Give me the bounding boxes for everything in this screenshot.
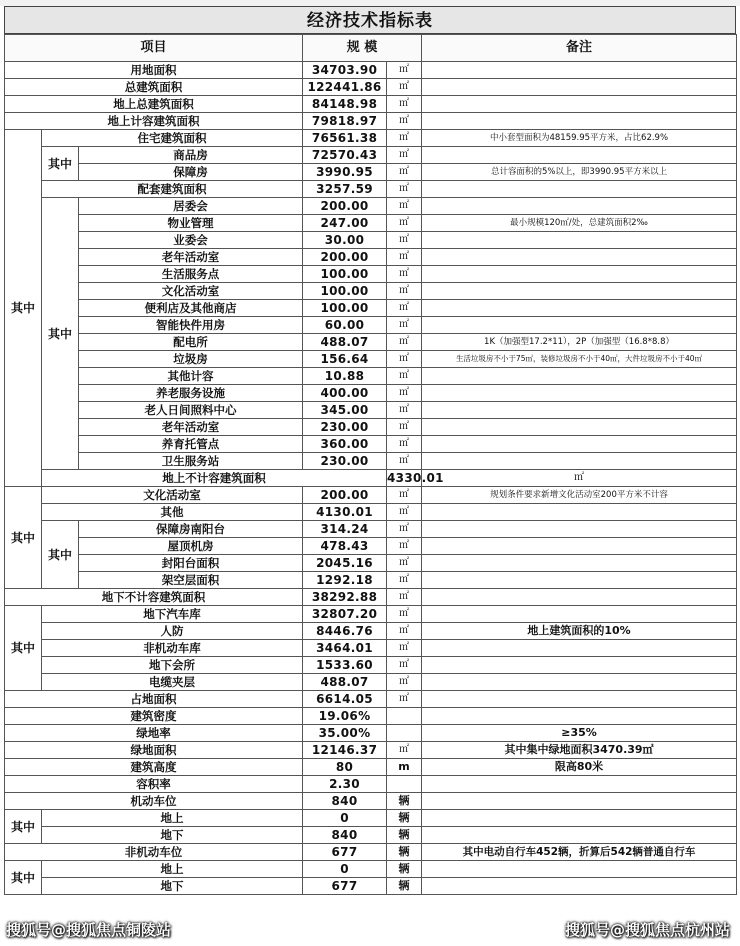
row-label: 其他计容 [79, 368, 303, 385]
row-value: 488.07 [303, 334, 387, 351]
row-value: 360.00 [303, 436, 387, 453]
row-value: 100.00 [303, 283, 387, 300]
table-row [5, 453, 737, 470]
subgroup-label: 其中 [42, 521, 79, 589]
row-unit: ㎡ [387, 589, 422, 606]
row-label: 总建筑面积 [5, 79, 303, 96]
row-unit: ㎡ [387, 385, 422, 402]
row-note [422, 147, 737, 164]
row-unit: ㎡ [387, 640, 422, 657]
row-label: 架空层面积 [79, 572, 303, 589]
row-note: 规划条件要求新增文化活动室200平方米不计容 [422, 487, 737, 504]
row-label: 地上 [42, 810, 303, 827]
row-value: 3257.59 [303, 181, 387, 198]
row-note [422, 249, 737, 266]
row-label: 养老服务设施 [79, 385, 303, 402]
row-value: 12146.37 [303, 742, 387, 759]
table-row [5, 283, 737, 300]
table-row [5, 657, 737, 674]
row-note [422, 96, 737, 113]
row-value: 2045.16 [303, 555, 387, 572]
table-row [5, 759, 737, 776]
row-note [422, 113, 737, 130]
row-note [422, 776, 737, 793]
table-row [5, 470, 737, 487]
row-label: 人防 [42, 623, 303, 640]
table-row [5, 79, 737, 96]
row-value: 247.00 [303, 215, 387, 232]
table-row [5, 521, 737, 538]
table-row [5, 878, 737, 895]
row-value: 35.00% [303, 725, 387, 742]
row-note [422, 606, 737, 623]
row-note [422, 385, 737, 402]
row-label: 建筑密度 [5, 708, 303, 725]
table-row [5, 300, 737, 317]
row-value: 200.00 [303, 487, 387, 504]
group-label: 其中 [5, 487, 42, 589]
row-note: 其中电动自行车452辆，折算后542辆普通自行车 [422, 844, 737, 861]
row-value: 60.00 [303, 317, 387, 334]
row-note: 限高80米 [422, 759, 737, 776]
row-label: 电缆夹层 [42, 674, 303, 691]
row-unit: ㎡ [387, 351, 422, 368]
row-unit: ㎡ [387, 555, 422, 572]
table-row [5, 793, 737, 810]
group-label: 其中 [5, 606, 42, 691]
table-row [5, 538, 737, 555]
subgroup-label: 其中 [42, 147, 79, 181]
table-title: 经济技术指标表 [4, 6, 736, 34]
row-label: 屋顶机房 [79, 538, 303, 555]
table-row [5, 334, 737, 351]
row-label: 地上不计容建筑面积 [42, 470, 387, 487]
row-note [422, 300, 737, 317]
row-unit: 辆 [387, 878, 422, 895]
row-unit: 辆 [387, 793, 422, 810]
header-scale: 规 模 [303, 35, 422, 62]
header-item: 项目 [5, 35, 303, 62]
row-unit: ㎡ [387, 742, 422, 759]
row-label: 地上计容建筑面积 [5, 113, 303, 130]
row-value: 400.00 [303, 385, 387, 402]
row-value: 32807.20 [303, 606, 387, 623]
table-row [5, 351, 737, 368]
row-note [422, 674, 737, 691]
row-unit: 辆 [387, 810, 422, 827]
row-unit: ㎡ [387, 538, 422, 555]
table-row [5, 96, 737, 113]
row-note [422, 402, 737, 419]
row-value: 34703.90 [303, 62, 387, 79]
row-value: 488.07 [303, 674, 387, 691]
row-note: 生活垃圾房不小于75㎡，装修垃圾房不小于40㎡，大件垃圾房不小于40㎡ [422, 351, 737, 368]
row-unit: ㎡ [387, 266, 422, 283]
row-note [422, 181, 737, 198]
row-label: 智能快件用房 [79, 317, 303, 334]
row-note [422, 691, 737, 708]
table-row [5, 742, 737, 759]
row-note: 1K（加强型17.2*11），2P（加强型（16.8*8.8） [422, 334, 737, 351]
row-unit: 辆 [387, 861, 422, 878]
table-row [5, 691, 737, 708]
row-value: 3464.01 [303, 640, 387, 657]
row-label: 用地面积 [5, 62, 303, 79]
row-unit: ㎡ [387, 96, 422, 113]
row-label: 商品房 [79, 147, 303, 164]
row-value: 6614.05 [303, 691, 387, 708]
table-row [5, 198, 737, 215]
row-value: 2.30 [303, 776, 387, 793]
row-label: 容积率 [5, 776, 303, 793]
row-unit: ㎡ [387, 453, 422, 470]
table-row [5, 725, 737, 742]
header-row [5, 35, 737, 62]
row-note [422, 640, 737, 657]
table-row [5, 368, 737, 385]
row-label: 地上总建筑面积 [5, 96, 303, 113]
row-value: 230.00 [303, 453, 387, 470]
table-row [5, 555, 737, 572]
header-note: 备注 [422, 35, 737, 62]
row-value: 8446.76 [303, 623, 387, 640]
row-unit: ㎡ [387, 487, 422, 504]
row-value: 30.00 [303, 232, 387, 249]
row-note [422, 521, 737, 538]
table-row [5, 436, 737, 453]
row-note [422, 555, 737, 572]
row-label: 地下 [42, 878, 303, 895]
row-note [422, 504, 737, 521]
row-label: 卫生服务站 [79, 453, 303, 470]
table-row [5, 640, 737, 657]
table-row [5, 572, 737, 589]
row-value: 840 [303, 793, 387, 810]
row-label: 配套建筑面积 [42, 181, 303, 198]
row-note [422, 861, 737, 878]
row-note [422, 793, 737, 810]
row-label: 住宅建筑面积 [42, 130, 303, 147]
row-value: 38292.88 [303, 589, 387, 606]
row-note [422, 283, 737, 300]
table-row [5, 589, 737, 606]
row-unit: ㎡ [387, 691, 422, 708]
table-row [5, 419, 737, 436]
table-row [5, 164, 737, 181]
row-label: 机动车位 [5, 793, 303, 810]
table-row [5, 385, 737, 402]
row-value: 1292.18 [303, 572, 387, 589]
row-label: 老人日间照料中心 [79, 402, 303, 419]
table-row [5, 623, 737, 640]
row-unit: ㎡ [387, 521, 422, 538]
row-label: 文化活动室 [42, 487, 303, 504]
row-unit: ㎡ [387, 436, 422, 453]
row-value: 4330.01 [387, 471, 444, 485]
row-note [422, 810, 737, 827]
row-unit: ㎡ [387, 62, 422, 79]
row-unit: ㎡ [387, 368, 422, 385]
row-unit: ㎡ [387, 606, 422, 623]
table-row [5, 62, 737, 79]
row-label: 地下会所 [42, 657, 303, 674]
row-unit: ㎡ [387, 623, 422, 640]
row-unit: ㎡ [387, 181, 422, 198]
table-row [5, 232, 737, 249]
subgroup-label: 其中 [42, 198, 79, 470]
row-note: ≥35% [422, 725, 737, 742]
row-note [422, 266, 737, 283]
row-label: 老年活动室 [79, 419, 303, 436]
row-value: 200.00 [303, 198, 387, 215]
row-unit: ㎡ [387, 504, 422, 521]
row-label: 绿地面积 [5, 742, 303, 759]
table-row [5, 113, 737, 130]
row-note [422, 878, 737, 895]
table-row [5, 606, 737, 623]
row-value: 122441.86 [303, 79, 387, 96]
row-note [422, 827, 737, 844]
table-row [5, 504, 737, 521]
row-label: 居委会 [79, 198, 303, 215]
row-unit: ㎡ [387, 113, 422, 130]
row-label: 非机动车库 [42, 640, 303, 657]
row-note: 中小套型面积为48159.95平方米，占比62.9% [422, 130, 737, 147]
row-note [422, 232, 737, 249]
row-unit: ㎡ [387, 198, 422, 215]
row-note: 最小规模120㎡/处，总建筑面积2‰ [422, 215, 737, 232]
table-row [5, 317, 737, 334]
row-unit: 辆 [387, 844, 422, 861]
row-label: 养育托管点 [79, 436, 303, 453]
row-note [422, 572, 737, 589]
row-value: 76561.38 [303, 130, 387, 147]
row-value: 345.00 [303, 402, 387, 419]
row-note [422, 657, 737, 674]
row-value: 3990.95 [303, 164, 387, 181]
row-value: 677 [303, 844, 387, 861]
row-value: 230.00 [303, 419, 387, 436]
table-row [5, 487, 737, 504]
row-label: 保障房南阳台 [79, 521, 303, 538]
table-row [5, 181, 737, 198]
row-note: 其中集中绿地面积3470.39㎡ [422, 742, 737, 759]
row-unit: ㎡ [387, 334, 422, 351]
row-label: 地上 [42, 861, 303, 878]
row-label: 非机动车位 [5, 844, 303, 861]
row-note [422, 419, 737, 436]
row-value: 100.00 [303, 300, 387, 317]
row-note [422, 436, 737, 453]
row-value: 314.24 [303, 521, 387, 538]
row-label: 保障房 [79, 164, 303, 181]
group-label: 其中 [5, 810, 42, 844]
row-value: 1533.60 [303, 657, 387, 674]
row-label: 地下汽车库 [42, 606, 303, 623]
row-unit: ㎡ [387, 317, 422, 334]
row-value: 84148.98 [303, 96, 387, 113]
row-value: 10.88 [303, 368, 387, 385]
row-unit: ㎡ [387, 402, 422, 419]
row-unit [387, 725, 422, 742]
row-unit: 辆 [387, 827, 422, 844]
row-unit: ㎡ [387, 164, 422, 181]
row-unit [387, 708, 422, 725]
table-row [5, 266, 737, 283]
row-unit: ㎡ [387, 283, 422, 300]
table-row [5, 861, 737, 878]
row-label: 生活服务点 [79, 266, 303, 283]
row-note: 地上建筑面积的10% [422, 623, 737, 640]
row-value: 677 [303, 878, 387, 895]
row-note [422, 62, 737, 79]
table-row [5, 674, 737, 691]
row-value: 0 [303, 810, 387, 827]
group-label: 其中 [5, 130, 42, 487]
row-note: 总计容面积的5%以上，即3990.95平方米以上 [422, 164, 737, 181]
row-note [422, 538, 737, 555]
row-value: 4130.01 [303, 504, 387, 521]
row-label: 便利店及其他商店 [79, 300, 303, 317]
row-value: 19.06% [303, 708, 387, 725]
row-unit: ㎡ [387, 79, 422, 96]
tech-indicator-table [4, 34, 737, 895]
row-note [422, 317, 737, 334]
table-row [5, 215, 737, 232]
row-value: 478.43 [303, 538, 387, 555]
row-note [422, 453, 737, 470]
row-label: 其他 [42, 504, 303, 521]
table-row [5, 776, 737, 793]
row-unit: ㎡ [387, 657, 422, 674]
table-row [5, 708, 737, 725]
row-note [422, 198, 737, 215]
watermark-right: 搜狐号@搜狐焦点杭州站 [564, 921, 730, 939]
row-value: 100.00 [303, 266, 387, 283]
table-row [5, 147, 737, 164]
row-value: 79818.97 [303, 113, 387, 130]
table-row [5, 827, 737, 844]
row-note [422, 589, 737, 606]
row-value: 200.00 [303, 249, 387, 266]
row-label: 配电所 [79, 334, 303, 351]
row-note [422, 708, 737, 725]
row-value: 72570.43 [303, 147, 387, 164]
row-value: 840 [303, 827, 387, 844]
row-unit: ㎡ [387, 130, 422, 147]
row-unit: ㎡ [387, 215, 422, 232]
row-label: 地下不计容建筑面积 [5, 589, 303, 606]
table-row [5, 844, 737, 861]
row-unit: ㎡ [387, 674, 422, 691]
row-unit: ㎡ [387, 232, 422, 249]
row-label: 地下 [42, 827, 303, 844]
table-row [5, 810, 737, 827]
row-note [422, 368, 737, 385]
row-label: 占地面积 [5, 691, 303, 708]
row-label: 物业管理 [79, 215, 303, 232]
row-unit: ㎡ [387, 419, 422, 436]
row-value: 80 [303, 759, 387, 776]
row-unit: ㎡ [387, 572, 422, 589]
table-row [5, 249, 737, 266]
row-label: 建筑高度 [5, 759, 303, 776]
group-label: 其中 [5, 861, 42, 895]
row-label: 绿地率 [5, 725, 303, 742]
row-label: 封阳台面积 [79, 555, 303, 572]
row-value: 156.64 [303, 351, 387, 368]
row-unit: ㎡ [422, 470, 737, 487]
row-unit: m [387, 759, 422, 776]
row-label: 文化活动室 [79, 283, 303, 300]
watermark-left: 搜狐号@搜狐焦点铜陵站 [6, 921, 172, 939]
row-unit: ㎡ [387, 249, 422, 266]
table-row [5, 130, 737, 147]
table-row [5, 402, 737, 419]
row-label: 垃圾房 [79, 351, 303, 368]
row-unit: ㎡ [387, 300, 422, 317]
row-label: 老年活动室 [79, 249, 303, 266]
row-value: 0 [303, 861, 387, 878]
row-label: 业委会 [79, 232, 303, 249]
row-unit: ㎡ [387, 147, 422, 164]
row-unit [387, 776, 422, 793]
row-note [422, 79, 737, 96]
